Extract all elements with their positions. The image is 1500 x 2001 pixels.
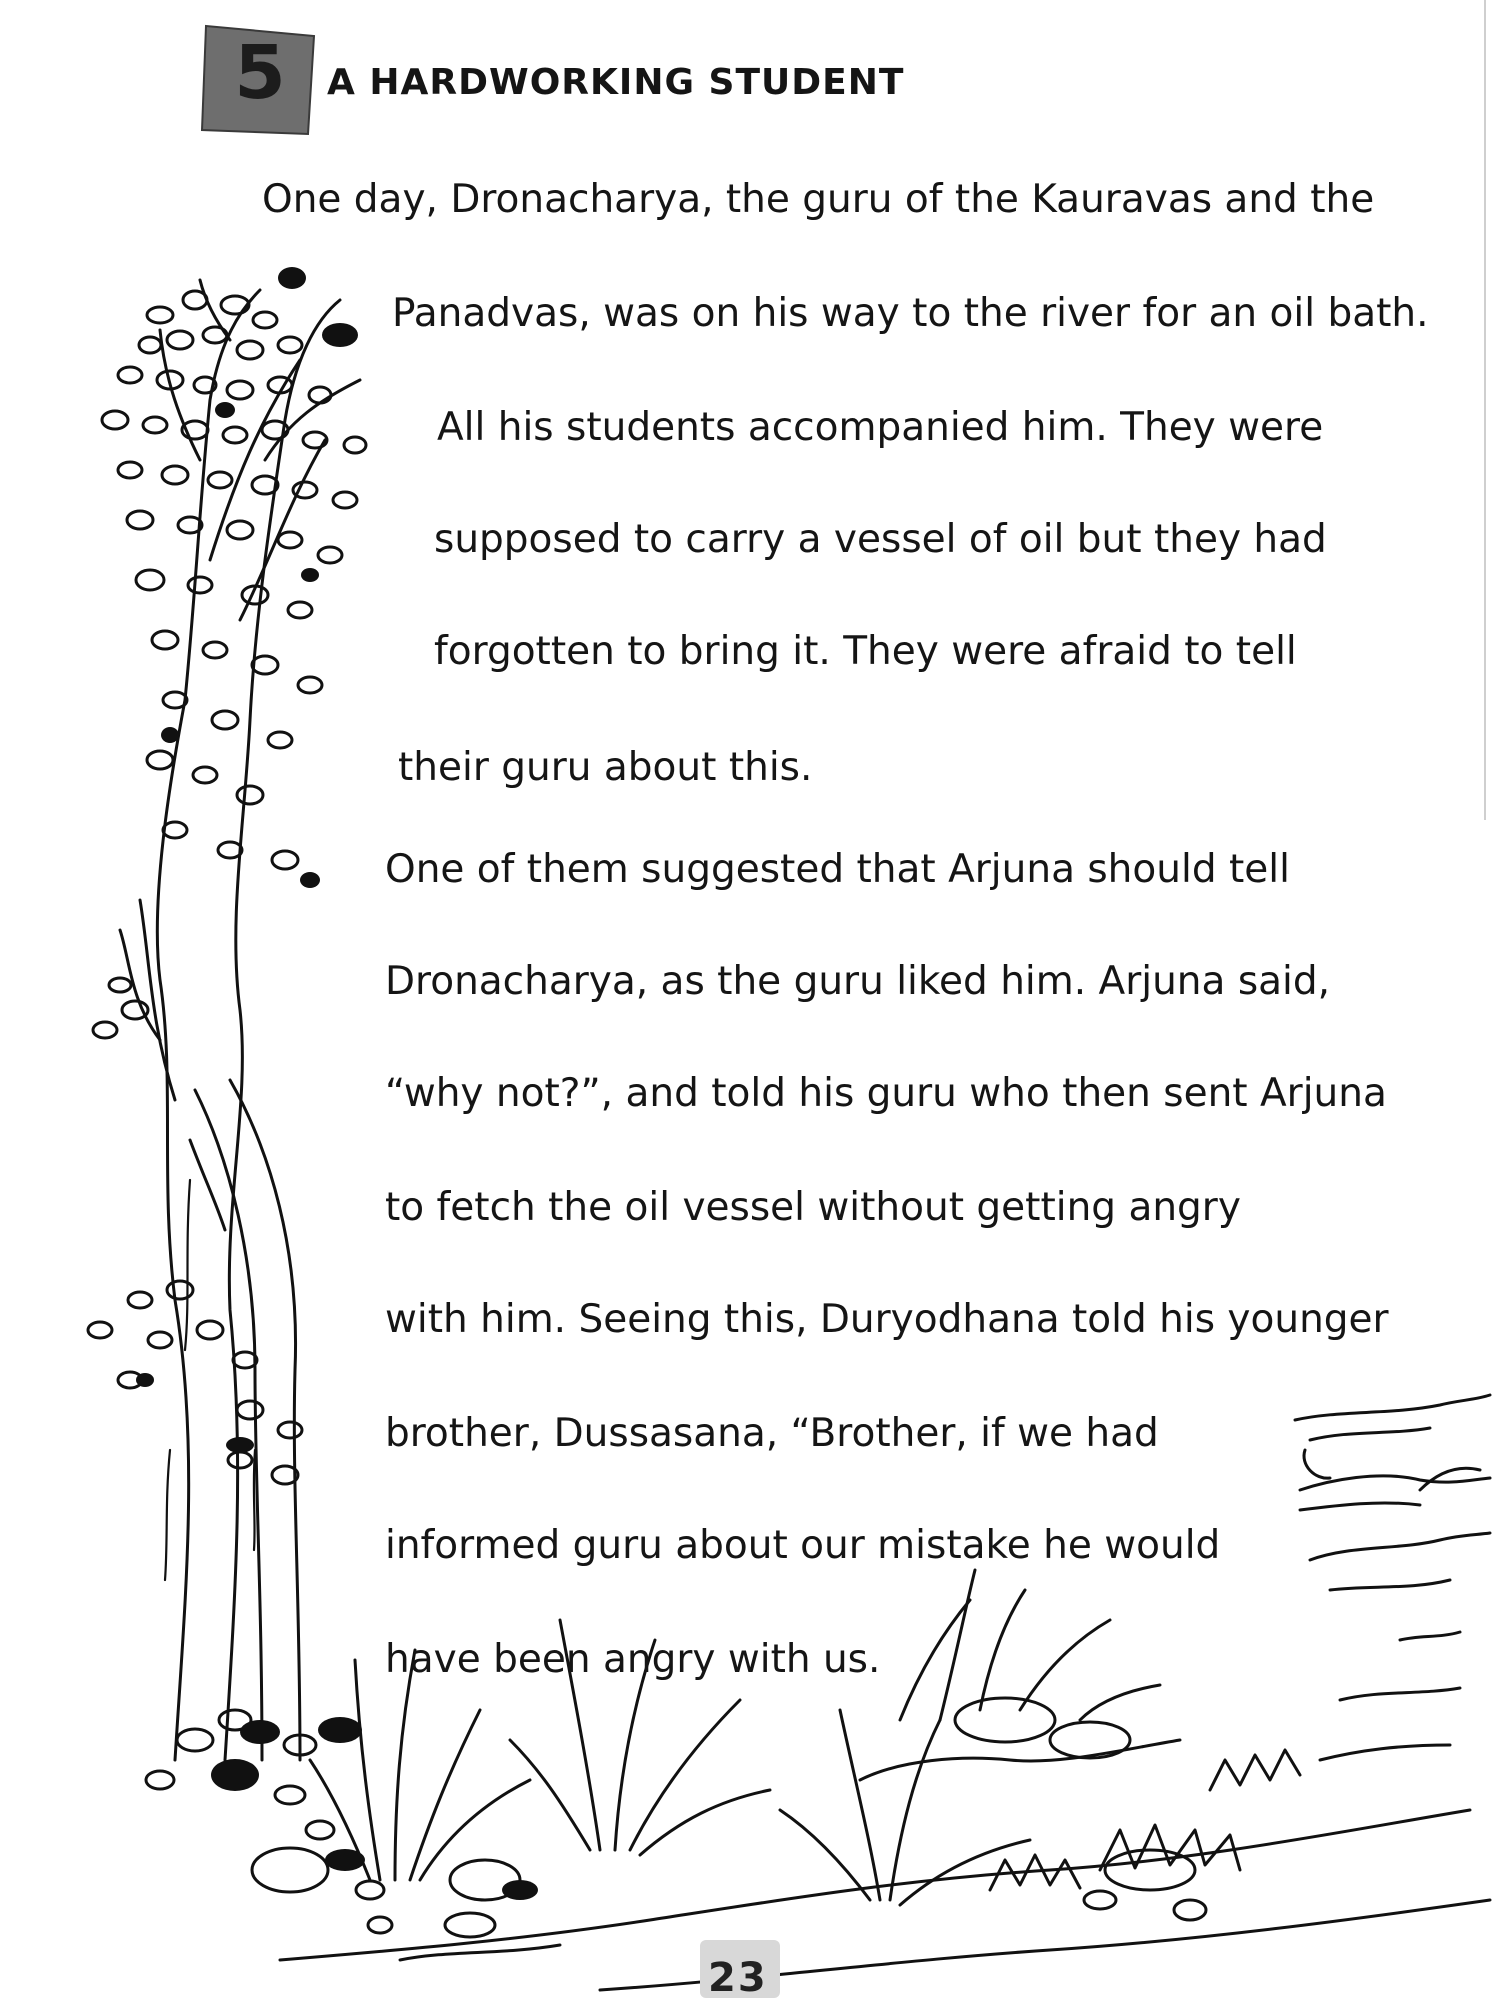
story-line: One of them suggested that Arjuna should tell: [385, 847, 1290, 892]
river-icon: [1295, 1395, 1490, 1760]
story-line: brother, Dussasana, “Brother, if we had: [385, 1411, 1159, 1456]
story-line: have been angry with us.: [385, 1637, 881, 1682]
page-number: 23: [708, 1955, 768, 2001]
story-line: “why not?”, and told his guru who then sent Arjuna: [385, 1071, 1387, 1116]
story-line: informed guru about our mistake he would: [385, 1523, 1221, 1568]
rocks-icon: [146, 1698, 1206, 1937]
chapter-number-badge: [200, 22, 320, 138]
story-line: their guru about this.: [398, 745, 813, 790]
story-line: supposed to carry a vessel of oil but they had: [434, 517, 1327, 562]
story-line: One day, Dronacharya, the guru of the Kauravas and the: [262, 177, 1375, 222]
story-line: forgotten to bring it. They were afraid to tell: [434, 629, 1297, 674]
tree-icon: [88, 267, 366, 1760]
story-line: Panadvas, was on his way to the river for an oil bath.: [392, 291, 1429, 336]
chapter-title: A HARDWORKING STUDENT: [327, 62, 905, 103]
grass-icon: [310, 1570, 1300, 1905]
story-line: Dronacharya, as the guru liked him. Arjuna said,: [385, 959, 1331, 1004]
story-line: with him. Seeing this, Duryodhana told his younger: [385, 1297, 1389, 1342]
story-line: All his students accompanied him. They were: [437, 405, 1324, 450]
chapter-number: 5: [234, 30, 286, 116]
story-line: to fetch the oil vessel without getting angry: [385, 1185, 1241, 1230]
